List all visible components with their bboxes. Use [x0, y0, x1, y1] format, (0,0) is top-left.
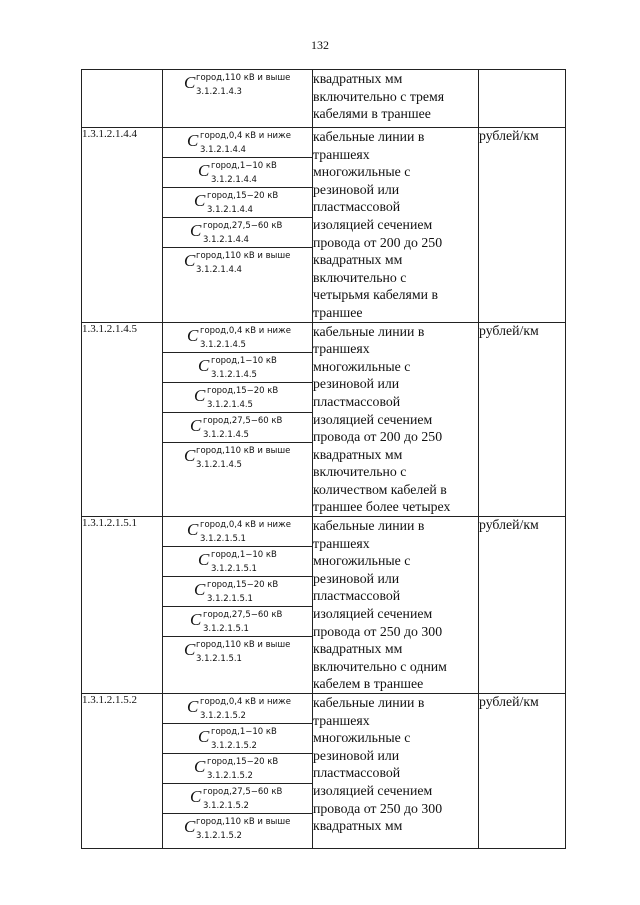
rate-symbol-letter: C — [184, 640, 196, 660]
rate-symbol-superscript: город,0,4 кВ и ниже — [200, 520, 291, 531]
rate-symbol-letter: C — [194, 757, 206, 777]
rate-symbol-superscript: город,15−20 кВ — [207, 191, 279, 201]
rate-symbol-letter: C — [187, 697, 199, 717]
rate-symbol-subscript: 3.1.2.1.5.1 — [207, 594, 253, 605]
rate-symbol — [163, 128, 312, 158]
table-row — [82, 322, 566, 517]
rate-symbol-superscript: город,110 кВ и выше — [196, 251, 291, 261]
row-unit: рублей/км — [479, 128, 566, 323]
rate-symbol-subscript: 3.1.2.1.5.2 — [203, 801, 249, 812]
description-line: провода от 200 до 250 — [313, 234, 443, 250]
row-code: 1.3.1.2.1.5.1 — [82, 517, 163, 694]
rate-symbol-superscript: город,0,4 кВ и ниже — [200, 697, 291, 708]
table-row — [82, 517, 566, 694]
rate-symbol — [163, 323, 312, 353]
rate-symbol — [163, 607, 312, 637]
description-line: пластмассовой — [313, 588, 401, 604]
rate-symbol-subscript: 3.1.2.1.5.2 — [207, 771, 253, 782]
rate-symbol-superscript: город,1−10 кВ — [211, 727, 277, 738]
row-description — [313, 70, 479, 128]
rate-symbol-superscript: город,110 кВ и выше — [196, 640, 291, 651]
description-line: четырьмя кабелями в — [313, 287, 438, 303]
rate-symbol-subscript: 3.1.2.1.5.1 — [203, 624, 249, 635]
rate-symbol — [163, 517, 312, 547]
rate-symbol-superscript: город,1−10 кВ — [211, 355, 277, 366]
rate-symbol-superscript: город,27,5−60 кВ — [203, 787, 283, 798]
description-line: пластмассовой — [313, 393, 401, 409]
rate-symbol-letter: C — [184, 445, 196, 465]
description-line: резиновой или — [313, 570, 400, 586]
rate-symbol-subscript: 3.1.2.1.4.4 — [211, 175, 257, 185]
rate-symbol-letter: C — [187, 131, 199, 150]
rate-symbol-subscript: 3.1.2.1.5.1 — [196, 654, 242, 665]
rate-symbol-superscript: город,0,4 кВ и ниже — [200, 325, 291, 336]
description-line: включительно с — [313, 269, 407, 285]
description-line: многожильные с — [313, 164, 411, 180]
rate-symbol-superscript: город,15−20 кВ — [207, 385, 279, 396]
rate-symbol-letter: C — [187, 325, 199, 345]
rate-symbol-letter: C — [184, 73, 196, 92]
rate-symbol-superscript: город,27,5−60 кВ — [203, 221, 283, 231]
rate-symbol-letter: C — [184, 817, 196, 837]
rate-symbol — [163, 248, 312, 316]
table-row — [82, 128, 566, 323]
rate-symbol-superscript: город,1−10 кВ — [211, 550, 277, 561]
rate-symbol-letter: C — [187, 520, 199, 540]
rate-symbol — [163, 70, 312, 127]
description-line: траншеях — [313, 712, 370, 728]
rate-symbol-letter: C — [198, 550, 210, 570]
description-line: траншее более четырех — [313, 499, 451, 515]
row-description — [313, 128, 479, 323]
rate-symbol — [163, 784, 312, 814]
description-line: многожильные с — [313, 730, 411, 746]
description-line: изоляцией сечением — [313, 411, 433, 427]
rate-symbol — [163, 577, 312, 607]
row-code: 1.3.1.2.1.5.2 — [82, 694, 163, 849]
rate-symbol-subscript: 3.1.2.1.4.4 — [203, 235, 249, 245]
row-code — [82, 70, 163, 128]
description-line: количеством кабелей в — [313, 481, 447, 497]
rate-symbol-superscript: город,27,5−60 кВ — [203, 610, 283, 621]
row-code: 1.3.1.2.1.4.4 — [82, 128, 163, 323]
rate-symbol-subscript: 3.1.2.1.4.5 — [211, 369, 257, 380]
description-line: включительно с одним — [313, 658, 447, 674]
description-line: пластмассовой — [313, 199, 401, 215]
description-line: многожильные с — [313, 358, 411, 374]
description-line: квадратных мм — [313, 252, 403, 268]
rate-symbol-subscript: 3.1.2.1.5.2 — [211, 741, 257, 752]
description-line: кабельные линии в — [313, 323, 425, 339]
row-unit: рублей/км — [479, 322, 566, 517]
description-line: резиновой или — [313, 181, 400, 197]
rate-symbol-letter: C — [198, 727, 210, 747]
description-line: изоляцией сечением — [313, 783, 433, 799]
rate-symbol-superscript: город,110 кВ и выше — [196, 445, 291, 456]
description-line: провода от 250 до 300 — [313, 800, 443, 816]
row-unit — [479, 70, 566, 128]
table-row — [82, 70, 566, 128]
rate-symbol-superscript: город,110 кВ и выше — [196, 73, 291, 83]
rate-symbol-superscript: город,27,5−60 кВ — [203, 415, 283, 426]
row-description — [313, 322, 479, 517]
description-line: квадратных мм — [313, 641, 403, 657]
rate-symbol-letter: C — [190, 610, 202, 630]
rate-symbol — [163, 188, 312, 218]
rate-symbol-letter: C — [194, 580, 206, 600]
rate-symbol — [163, 218, 312, 248]
description-line: провода от 200 до 250 — [313, 429, 443, 445]
row-description — [313, 517, 479, 694]
rate-symbol — [163, 814, 312, 848]
rate-symbol-letter: C — [194, 385, 206, 405]
rate-symbol-letter: C — [198, 355, 210, 375]
rate-symbol — [163, 694, 312, 724]
rate-symbol — [163, 413, 312, 443]
rate-symbol-subscript: 3.1.2.1.5.2 — [200, 711, 246, 722]
description-line: резиновой или — [313, 376, 400, 392]
description-line: включительно с — [313, 464, 407, 480]
rate-symbol-subscript: 3.1.2.1.4.3 — [196, 87, 242, 97]
rate-symbol-superscript: город,0,4 кВ и ниже — [200, 131, 291, 141]
rate-symbol — [163, 637, 312, 693]
rate-symbol-subscript: 3.1.2.1.4.4 — [200, 145, 246, 155]
rate-symbol-subscript: 3.1.2.1.4.4 — [207, 205, 253, 215]
rate-symbol-subscript: 3.1.2.1.5.2 — [196, 831, 242, 842]
rate-symbol — [163, 547, 312, 577]
rate-symbol-subscript: 3.1.2.1.5.1 — [211, 564, 257, 575]
symbol-cell — [163, 70, 313, 128]
row-unit: рублей/км — [479, 517, 566, 694]
rate-symbol — [163, 754, 312, 784]
rate-symbol — [163, 383, 312, 413]
rate-symbol-letter: C — [194, 191, 206, 210]
rate-symbol-subscript: 3.1.2.1.4.4 — [196, 265, 242, 275]
description-line: квадратных мм — [313, 446, 403, 462]
rate-symbol — [163, 158, 312, 188]
rate-symbol — [163, 443, 312, 511]
rate-symbol — [163, 353, 312, 383]
row-description — [313, 694, 479, 849]
description-line: кабелями в траншее — [313, 106, 431, 122]
description-line: включительно с тремя — [313, 88, 445, 104]
description-line: провода от 250 до 300 — [313, 623, 443, 639]
rate-symbol-subscript: 3.1.2.1.5.1 — [200, 534, 246, 545]
rate-symbol-superscript: город,1−10 кВ — [211, 161, 277, 171]
rate-symbol — [163, 724, 312, 754]
rate-symbol-subscript: 3.1.2.1.4.5 — [203, 429, 249, 440]
description-line: квадратных мм — [313, 71, 403, 86]
rate-symbol-letter: C — [190, 221, 202, 240]
symbol-cell — [163, 694, 313, 849]
symbol-cell — [163, 517, 313, 694]
rate-symbol-letter: C — [184, 251, 196, 270]
rate-symbol-subscript: 3.1.2.1.4.5 — [200, 339, 246, 350]
description-line: кабельные линии в — [313, 695, 425, 711]
tariff-table — [81, 69, 566, 849]
symbol-cell — [163, 322, 313, 517]
page-number: 132 — [311, 38, 329, 52]
symbol-cell — [163, 128, 313, 323]
description-line: многожильные с — [313, 553, 411, 569]
rate-symbol-superscript: город,15−20 кВ — [207, 757, 279, 768]
rate-symbol-subscript: 3.1.2.1.4.5 — [196, 459, 242, 470]
description-line: резиновой или — [313, 747, 400, 763]
rate-symbol-superscript: город,110 кВ и выше — [196, 817, 291, 828]
row-unit: рублей/км — [479, 694, 566, 849]
description-line: кабельные линии в — [313, 518, 425, 534]
tariff-table-body — [82, 70, 566, 849]
rate-symbol-letter: C — [190, 787, 202, 807]
description-line: пластмассовой — [313, 765, 401, 781]
rate-symbol-letter: C — [190, 415, 202, 435]
table-row — [82, 694, 566, 849]
row-code: 1.3.1.2.1.4.5 — [82, 322, 163, 517]
description-line: кабелем в траншее — [313, 676, 424, 692]
description-line: кабельные линии в — [313, 129, 425, 144]
description-line: траншеях — [313, 341, 370, 357]
description-line: изоляцией сечением — [313, 216, 433, 232]
description-line: изоляцией сечением — [313, 606, 433, 622]
description-line: траншее — [313, 304, 363, 320]
description-line: траншеях — [313, 535, 370, 551]
rate-symbol-superscript: город,15−20 кВ — [207, 580, 279, 591]
rate-symbol-subscript: 3.1.2.1.4.5 — [207, 399, 253, 410]
description-line: квадратных мм — [313, 818, 403, 834]
description-line: траншеях — [313, 146, 370, 162]
rate-symbol-letter: C — [198, 161, 210, 180]
